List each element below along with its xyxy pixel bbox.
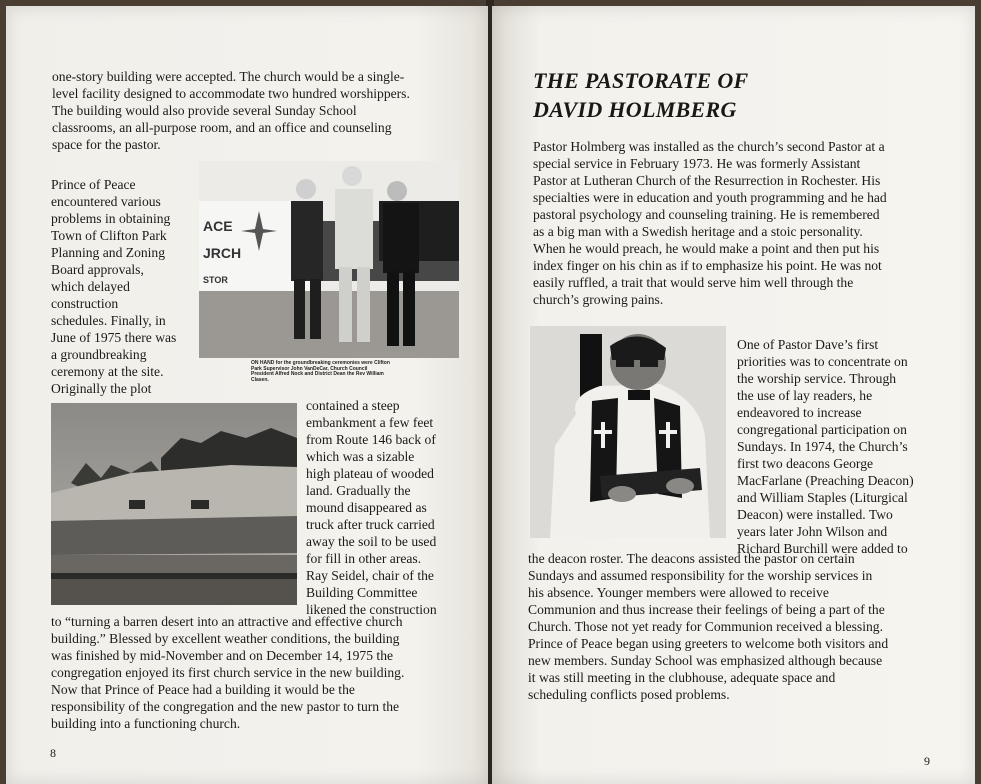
- text-line: Prince of Peace: [51, 177, 136, 192]
- text-line: Sundays. In 1974, the Church’s: [737, 439, 908, 454]
- left-page: [6, 6, 488, 784]
- text-line: embankment a few feet: [306, 415, 434, 430]
- sign-line: ACE: [203, 218, 233, 234]
- text-line: truck after truck carried: [306, 517, 435, 532]
- text-line: new members. Sunday School was emphasized although because: [528, 653, 883, 668]
- text-line: Communion and thus increase their feelings of being a part of the: [528, 602, 885, 617]
- text-line: likened the construction: [306, 602, 437, 617]
- sign-text: [203, 213, 241, 294]
- text-line: which was a sizable: [306, 449, 415, 464]
- text-line: away the soil to be used: [306, 534, 437, 549]
- text-line: priorities was to concentrate on: [737, 354, 908, 369]
- text-line: congregation enjoyed its first church service in the new building.: [51, 665, 405, 680]
- text-line: level facility designed to accommodate two hundred worshippers.: [52, 86, 410, 101]
- text-line: building into a functioning church.: [51, 716, 241, 731]
- text-line: one-story building were accepted. The church would be a single-: [52, 69, 405, 84]
- left-closing-paragraph: [51, 613, 481, 732]
- text-line: years later John Wilson and: [737, 524, 888, 539]
- text-line: contained a steep: [306, 398, 400, 413]
- chapter-title: [533, 66, 933, 124]
- text-line: which delayed: [51, 279, 130, 294]
- text-line: scheduling conflicts posed problems.: [528, 687, 730, 702]
- construction-site-photo: [51, 403, 297, 605]
- right-column-paragraph: [737, 336, 967, 557]
- text-line: congregational participation on: [737, 422, 907, 437]
- text-line: Pastor at Lutheran Church of the Resurrection in Rochester. His: [533, 173, 881, 188]
- text-line: the deacon roster. The deacons assisted the pastor on certain: [528, 551, 855, 566]
- sign-line: JRCH: [203, 245, 242, 261]
- text-line: classrooms, an all-purpose room, and an office and counseling: [52, 120, 392, 135]
- right-page: [492, 6, 975, 784]
- left-intro-paragraph: [52, 68, 472, 153]
- text-line: responsibility of the congregation and the new pastor to turn the: [51, 699, 400, 714]
- pastor-photo-image: [530, 326, 726, 538]
- page-number: 9: [924, 754, 930, 768]
- text-line: was finished by mid-November and on December 14, 1975 the: [51, 648, 394, 663]
- text-line: land. Gradually the: [306, 483, 411, 498]
- text-line: his absence. Younger members were allowed to receive: [528, 585, 829, 600]
- text-line: first two deacons George: [737, 456, 874, 471]
- text-line: Sundays and assumed responsibility for the worship services in: [528, 568, 873, 583]
- text-line: encountered various: [51, 194, 161, 209]
- text-line: specialties were in education and youth programming and he had: [533, 190, 887, 205]
- text-line: schedules. Finally, in: [51, 313, 166, 328]
- text-line: church’s growing pains.: [533, 292, 664, 307]
- text-line: Prince of Peace began using greeters to welcome both visitors and: [528, 636, 889, 651]
- pastor-photo: [530, 326, 726, 538]
- text-line: high plateau of wooded: [306, 466, 434, 481]
- title-line: DAVID HOLMBERG: [533, 97, 737, 122]
- text-line: Deacon) were installed. Two: [737, 507, 893, 522]
- text-line: ceremony at the site.: [51, 364, 164, 379]
- text-line: Ray Seidel, chair of the: [306, 568, 434, 583]
- text-line: building.” Blessed by excellent weather conditions, the building: [51, 631, 400, 646]
- text-line: Now that Prince of Peace had a building it would be the: [51, 682, 355, 697]
- text-line: mound disappeared as: [306, 500, 427, 515]
- text-line: special service in February 1973. He was formerly Assistant: [533, 156, 861, 171]
- text-line: Town of Clifton Park: [51, 228, 167, 243]
- sign-line: STOR: [203, 275, 228, 285]
- text-line: construction: [51, 296, 119, 311]
- text-line: as a big man with a Swedish heritage and a stoic personality.: [533, 224, 863, 239]
- page-number: 8: [50, 746, 56, 760]
- text-line: endeavored to increase: [737, 405, 862, 420]
- text-line: problems in obtaining: [51, 211, 171, 226]
- text-line: Building Committee: [306, 585, 418, 600]
- right-closing-paragraph: [528, 550, 968, 703]
- text-line: easily ruffled, a trait that would serve him well through the: [533, 275, 854, 290]
- text-line: it was still meeting in the clubhouse, adequate space and: [528, 670, 836, 685]
- text-line: MacFarlane (Preaching Deacon): [737, 473, 914, 488]
- text-line: the use of lay readers, he: [737, 388, 873, 403]
- text-line: The building would also provide several Sunday School: [52, 103, 357, 118]
- text-line: Church. Those not yet ready for Communion received a blessing.: [528, 619, 883, 634]
- groundbreaking-photo: [199, 161, 459, 358]
- text-line: Pastor Holmberg was installed as the church’s second Pastor at a: [533, 139, 885, 154]
- right-intro-paragraph: [533, 138, 973, 308]
- text-line: space for the pastor.: [52, 137, 161, 152]
- text-line: Originally the plot: [51, 381, 152, 396]
- text-line: When he would preach, he would make a point and then put his: [533, 241, 880, 256]
- text-line: a groundbreaking: [51, 347, 147, 362]
- construction-site-photo-image: [51, 403, 297, 605]
- text-line: index finger on his chin as if to emphasize his point. He was not: [533, 258, 882, 273]
- text-line: June of 1975 there was: [51, 330, 177, 345]
- title-line: THE PASTORATE OF: [533, 68, 749, 93]
- text-line: pastoral psychology and counseling training. He is remembered: [533, 207, 880, 222]
- text-line: Planning and Zoning: [51, 245, 166, 260]
- text-line: the worship service. Through: [737, 371, 897, 386]
- groundbreaking-caption: ON HAND for the groundbreaking ceremonies were Clifton Park Supervisor John VanDeCar, Church Council President Alfred Nock and District Dean the Rev William Clasen.: [251, 360, 390, 383]
- text-line: Board approvals,: [51, 262, 144, 277]
- text-line: One of Pastor Dave’s first: [737, 337, 879, 352]
- right-column-paragraph: [306, 397, 478, 618]
- text-line: Richard Burchill were added to: [737, 541, 908, 556]
- left-column-paragraph: [51, 176, 196, 397]
- text-line: to “turning a barren desert into an attractive and effective church: [51, 614, 403, 629]
- text-line: for fill in other areas.: [306, 551, 422, 566]
- text-line: from Route 146 back of: [306, 432, 436, 447]
- text-line: and William Staples (Liturgical: [737, 490, 908, 505]
